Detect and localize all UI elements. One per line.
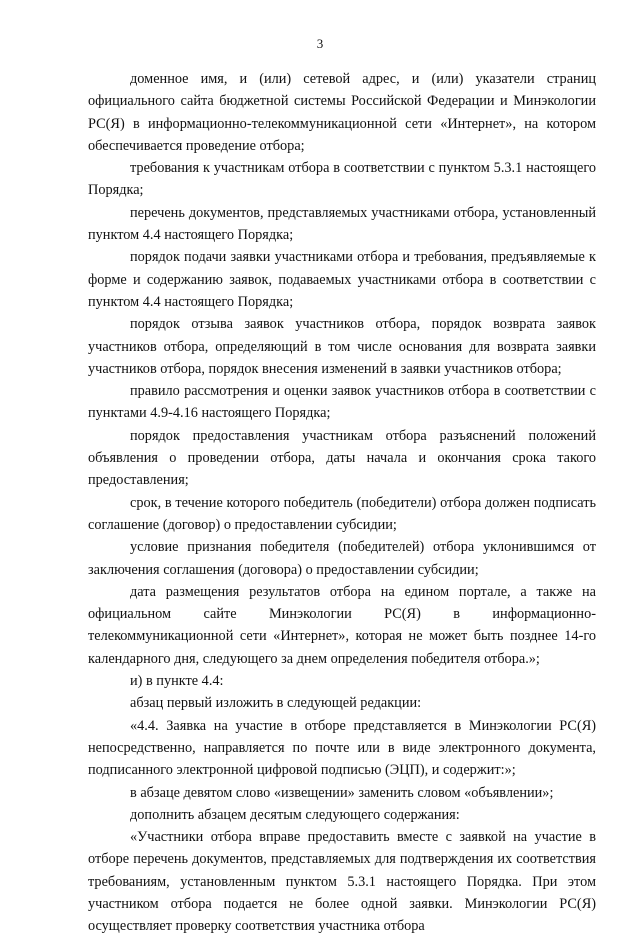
paragraph: порядок подачи заявки участниками отбора и требования, предъявляемые к форме и содержанию заявок, подаваемых участниками отбора в соответствии с пунктом 4.4 настоящего Порядка; [88, 249, 596, 310]
paragraph: «4.4. Заявка на участие в отборе представляется в Минэкологии РС(Я) непосредственно, направляется по почте или в виде электронного документа, подписанного электронной цифровой подписью (ЭЦП), и содержит:»; [88, 717, 596, 779]
paragraph: абзац первый изложить в следующей редакции: [130, 695, 422, 712]
paragraph: доменное имя, и (или) сетевой адрес, и (или) указатели страниц официального сайта бюджетной системы Российской Федерации и Минэкологии РС(Я) в информационно-телекоммуникационной сети «Интернет», на котором обеспечивается проведение отбора; [88, 71, 596, 154]
paragraph: правило рассмотрения и оценки заявок участников отбора в соответствии с пунктами 4.9-4.16 настоящего Порядка; [88, 383, 596, 422]
paragraph: условие признания победителя (победителей) отбора уклонившимся от заключения соглашения (договора) о предоставлении субсидии; [88, 539, 596, 578]
paragraph: порядок отзыва заявок участников отбора, порядок возврата заявок участников отбора, определяющий в том числе основания для возврата заявки участников отбора, порядок внесения изменений в заявки участников отбора; [88, 316, 596, 377]
page-number: 3 [316, 36, 324, 51]
paragraph: требования к участникам отбора в соответствии с пунктом 5.3.1 настоящего Порядка; [88, 160, 596, 199]
paragraph: в абзаце девятом слово «извещении» заменить словом «объявлении»; [130, 784, 554, 801]
paragraph: дата размещения результатов отбора на едином портале, а также на официальном сайте Минэкологии РС(Я) в информационно-телекоммуникационной сети «Интернет», которая не может быть позднее 14-го календарного дня, следующего за днем определения победителя отбора.»; [88, 583, 596, 667]
paragraph: «Участники отбора вправе предоставить вместе с заявкой на участие в отборе перечень документов, представляемых для подтверждения их соответствия требованиям, установленным пунктом 5.3.1 настоящего Порядка. При этом участником отбора подается не более одной заявки. Минэкологии РС(Я) осуществляет проверку соответствия участника отбора [88, 829, 596, 935]
paragraph: перечень документов, представляемых участниками отбора, установленный пунктом 4.4 настоящего Порядка; [88, 204, 596, 244]
paragraph: порядок предоставления участникам отбора разъяснений положений объявления о проведении отбора, даты начала и окончания срока такого предоставления; [88, 427, 596, 489]
paragraph: срок, в течение которого победитель (победители) отбора должен подписать соглашение (договор) о предоставлении субсидии; [88, 494, 596, 533]
paragraph: и) в пункте 4.4: [130, 673, 224, 690]
paragraph: дополнить абзацем десятым следующего содержания: [130, 806, 460, 823]
body-text [88, 68, 596, 938]
